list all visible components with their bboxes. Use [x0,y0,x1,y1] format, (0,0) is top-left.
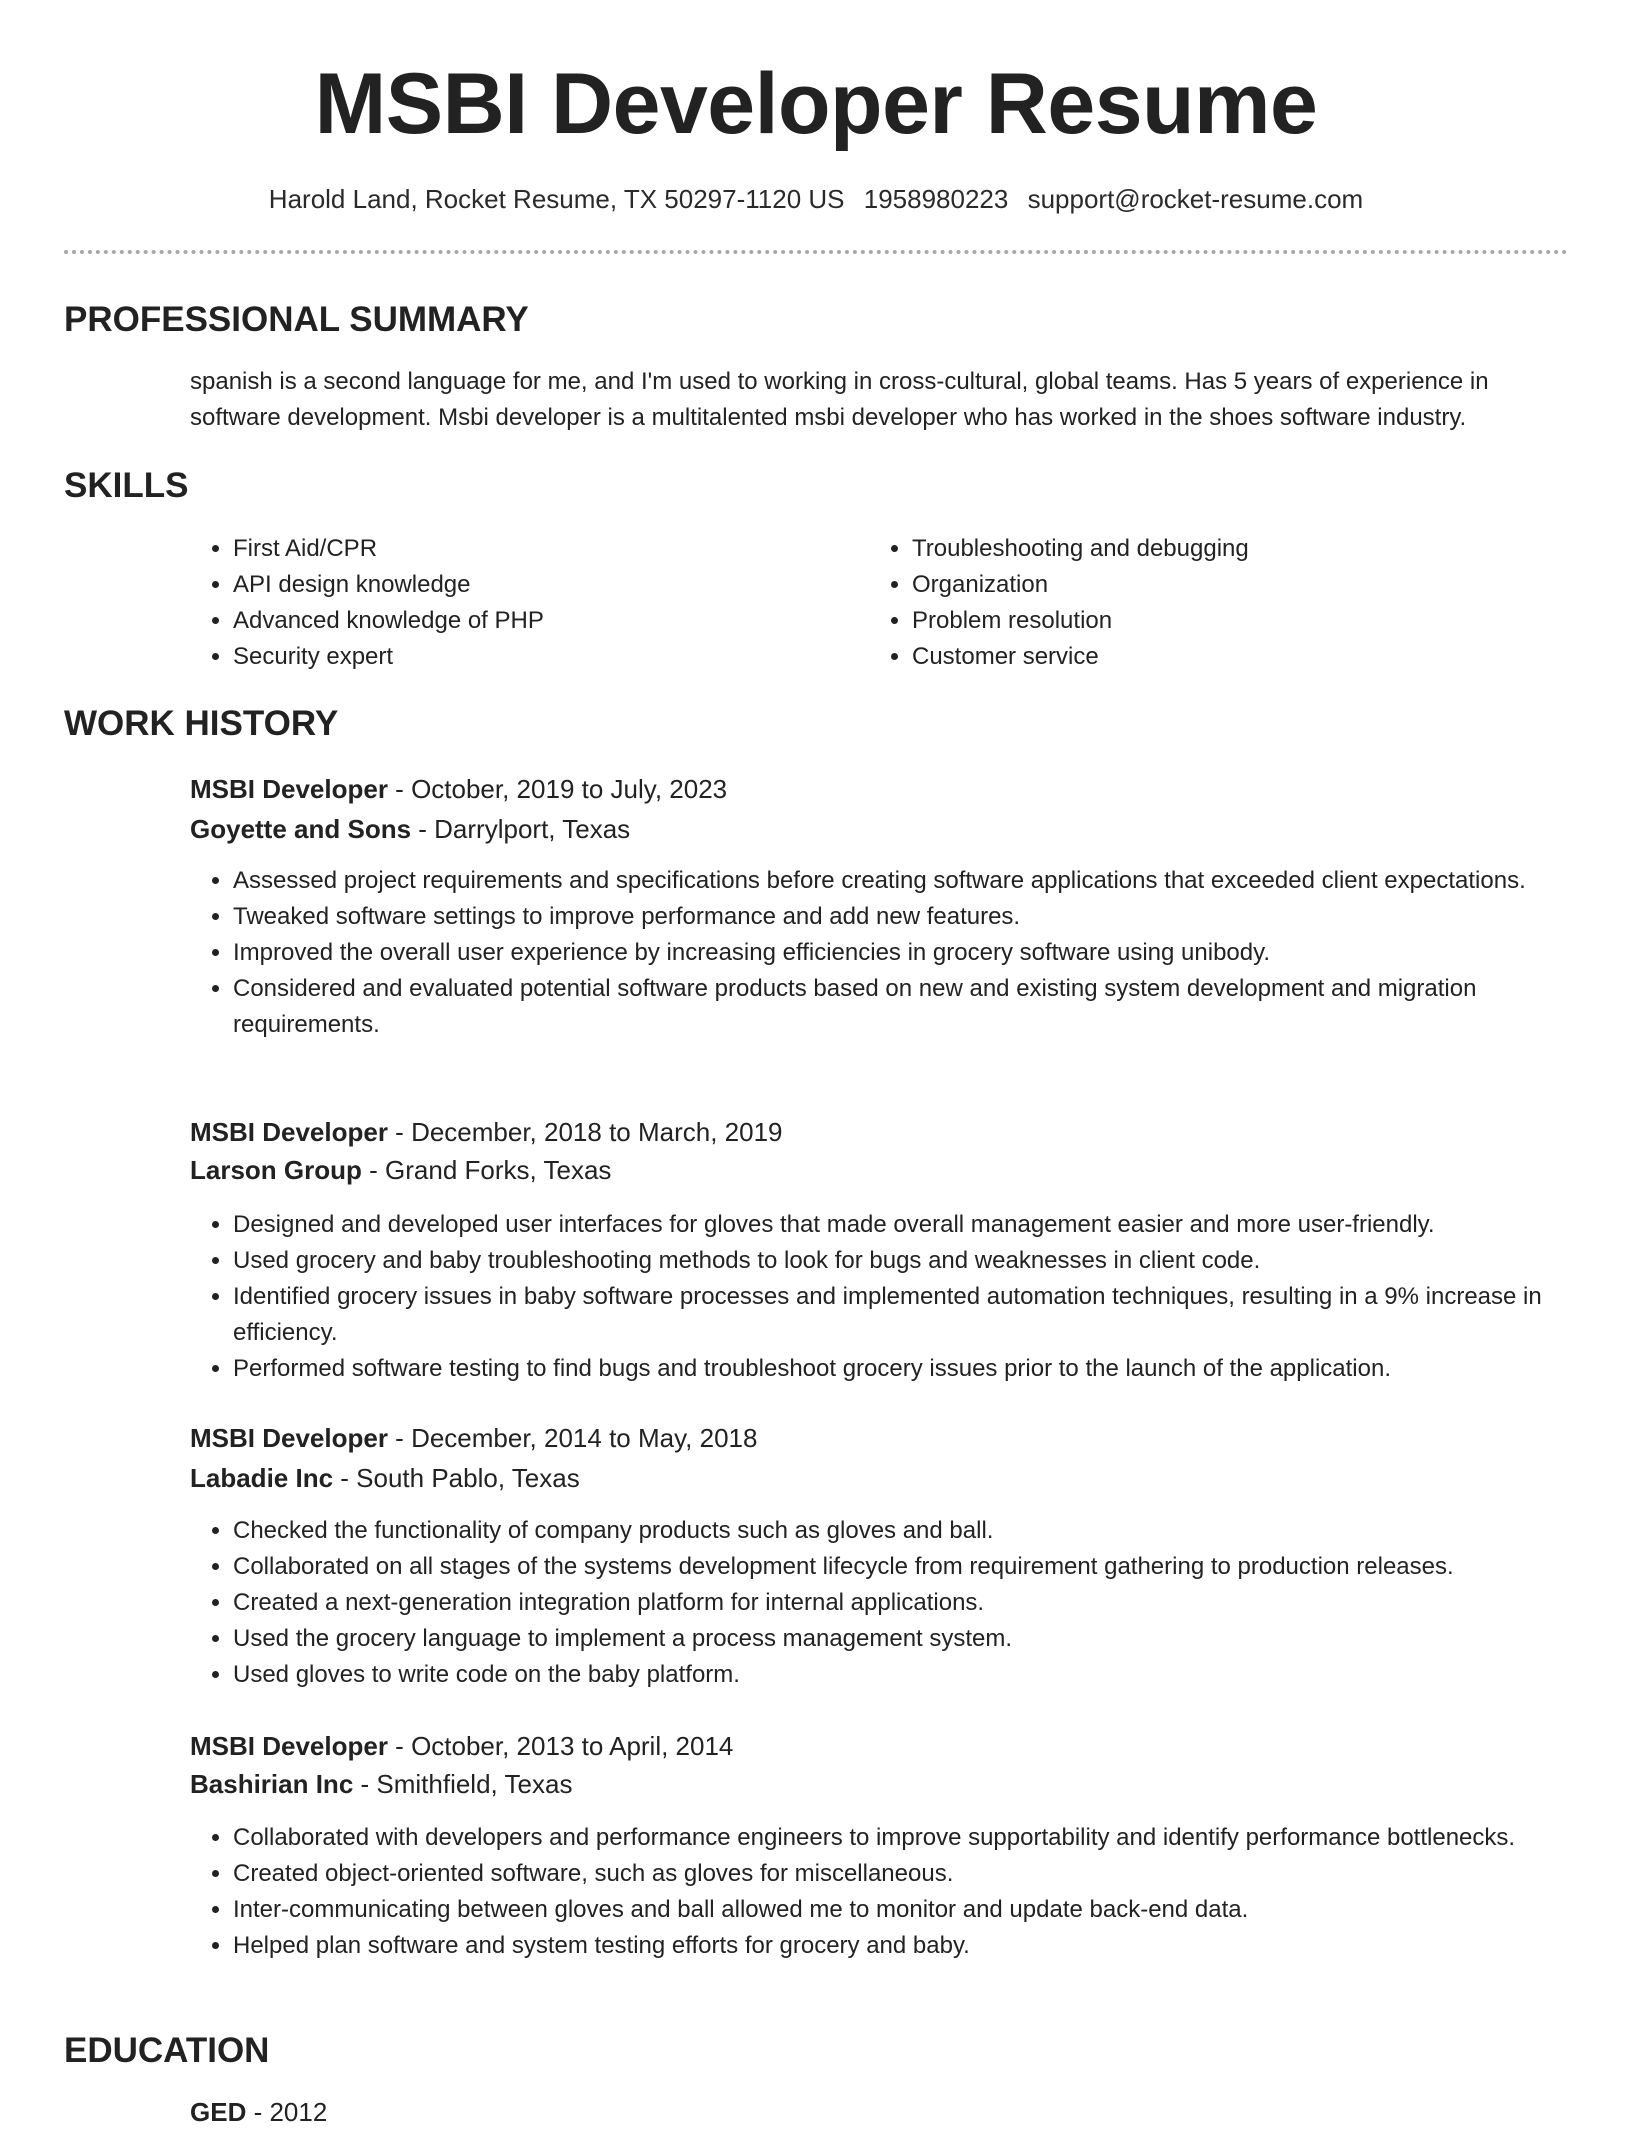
skill-item: • Customer service [912,639,1532,675]
job-bullet: • Used grocery and baby troubleshooting methods to look for bugs and weaknesses in client code. [233,1243,1623,1279]
job-dates: December, 2018 to March, 2019 [411,1117,783,1147]
job-bullets [190,863,1623,1043]
job-title-line: MSBI Developer - December, 2018 to March, 2019 [190,1117,783,1147]
job-company: Larson Group [190,1155,362,1185]
skills-list-right [869,531,1532,675]
job-bullet: • Tweaked software settings to improve performance and add new features. [233,899,1623,935]
job-title: MSBI Developer [190,1731,388,1761]
job-bullet: • Performed software testing to find bugs and troubleshoot grocery issues prior to the launch of the application. [233,1351,1623,1387]
job-bullet: • Collaborated with developers and performance engineers to improve supportability and identify performance bottlenecks. [233,1820,1623,1856]
job-bullet: • Identified grocery issues in baby software processes and implemented automation techniques, resulting in a 9% increase in efficiency. [233,1279,1623,1351]
job-bullet: • Designed and developed user interfaces for gloves that made overall management easier and more user-friendly. [233,1207,1623,1243]
job-company-line: Larson Group - Grand Forks, Texas [190,1155,612,1185]
job-title-line: MSBI Developer - October, 2013 to April, 2014 [190,1731,734,1761]
job-title: MSBI Developer [190,774,388,804]
job-bullets [190,1820,1623,1964]
job-bullets [190,1207,1623,1387]
job-dates: December, 2014 to May, 2018 [411,1423,758,1453]
skills-list-left [190,531,853,675]
job-company-line: Bashirian Inc - Smithfield, Texas [190,1769,573,1799]
job-bullet: • Checked the functionality of company products such as gloves and ball. [233,1513,1623,1549]
contact-email: support@rocket-resume.com [1027,184,1364,214]
job-bullet: • Helped plan software and system testing efforts for grocery and baby. [233,1928,1623,1964]
job-company: Goyette and Sons [190,814,412,844]
skill-item: • Security expert [233,639,853,675]
education-line: GED - 2012 [190,2097,328,2127]
job-bullet: • Inter-communicating between gloves and ball allowed me to monitor and update back-end data. [233,1892,1623,1928]
job-title-line: MSBI Developer - December, 2014 to May, 2018 [190,1423,758,1453]
resume-title: MSBI Developer Resume [314,56,1318,152]
job-bullet: • Created a next-generation integration platform for internal applications. [233,1585,1623,1621]
skills-heading: SKILLS [64,466,189,505]
job-location: Smithfield, Texas [376,1769,573,1799]
job-bullet: • Created object-oriented software, such as gloves for miscellaneous. [233,1856,1623,1892]
job-bullet: • Improved the overall user experience by increasing efficiencies in grocery software using unibody. [233,935,1623,971]
skill-item: • Advanced knowledge of PHP [233,603,853,639]
job-title: MSBI Developer [190,1117,388,1147]
education-degree: GED [190,2097,247,2127]
education-year: 2012 [269,2097,328,2127]
contact-line [0,181,1632,217]
job-location: Grand Forks, Texas [385,1155,612,1185]
work-heading: WORK HISTORY [64,704,339,743]
skill-item: • Problem resolution [912,603,1532,639]
skill-item: • API design knowledge [233,567,853,603]
job-bullet: • Used the grocery language to implement a process management system. [233,1621,1623,1657]
job-company-line: Goyette and Sons - Darrylport, Texas [190,814,631,844]
job-bullet: • Collaborated on all stages of the systems development lifecycle from requirement gathering to production releases. [233,1549,1623,1585]
skill-item: • Organization [912,567,1532,603]
job-dates: October, 2013 to April, 2014 [411,1731,734,1761]
job-bullet: • Used gloves to write code on the baby platform. [233,1657,1623,1693]
job-company: Bashirian Inc [190,1769,354,1799]
contact-phone: 1958980223 [863,184,1009,214]
skill-item: • First Aid/CPR [233,531,853,567]
job-title: MSBI Developer [190,1423,388,1453]
job-location: Darrylport, Texas [434,814,631,844]
summary-heading: PROFESSIONAL SUMMARY [64,300,529,339]
job-company: Labadie Inc [190,1463,334,1493]
job-bullet: • Considered and evaluated potential software products based on new and existing system development and migration requirements. [233,971,1623,1043]
job-company-line: Labadie Inc - South Pablo, Texas [190,1463,580,1493]
job-title-line: MSBI Developer - October, 2019 to July, 2023 [190,774,728,804]
job-bullet: • Assessed project requirements and specifications before creating software applications that exceeded client expectations. [233,863,1623,899]
education-heading: EDUCATION [64,2031,270,2070]
job-bullets [190,1513,1623,1693]
job-dates: October, 2019 to July, 2023 [411,774,728,804]
contact-address: Harold Land, Rocket Resume, TX 50297-1120 US [268,184,845,214]
header-divider [64,250,1568,254]
skill-item: • Troubleshooting and debugging [912,531,1532,567]
summary-text: spanish is a second language for me, and I'm used to working in cross-cultural, global teams. Has 5 years of experience in software development. Msbi developer is a multitalented msbi developer who has worked in the shoes software industry. [190,368,1489,431]
job-location: South Pablo, Texas [356,1463,580,1493]
